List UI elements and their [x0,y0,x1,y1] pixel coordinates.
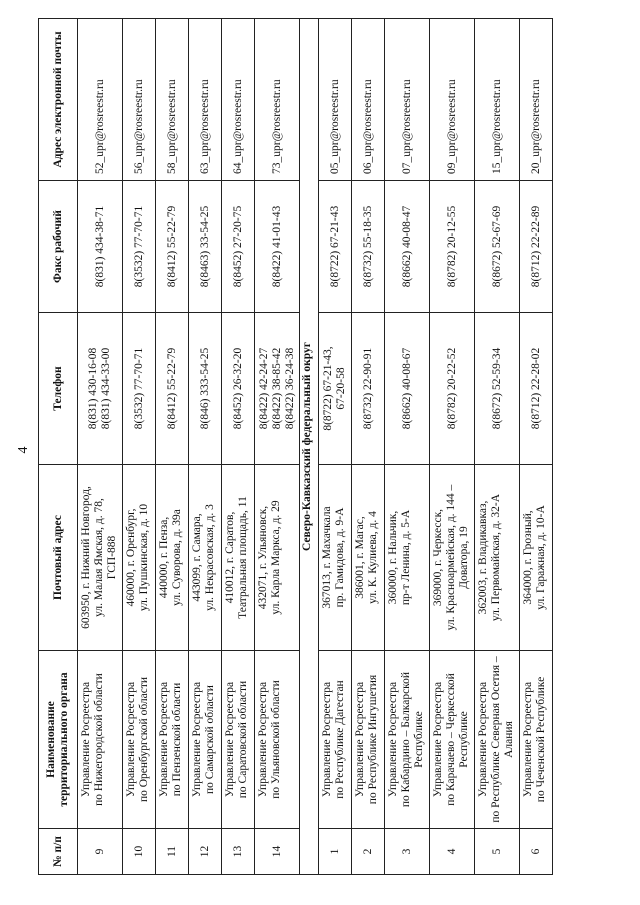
office-name-line: по Кабардино – Балкарской [400,671,412,808]
row-number: 4 [430,829,475,875]
office-name [189,651,222,829]
postal-address [319,465,352,651]
phone [475,313,520,465]
phone-line: 8(8412) 55-22-79 [165,347,178,430]
office-name [78,651,123,829]
phone-line: 8(8452) 26-32-20 [231,347,244,430]
phone [123,313,156,465]
office-name-line: Управление Росреестра [354,681,366,798]
postal-address [189,465,222,651]
phone-line: 8(8712) 22-28-02 [529,347,542,430]
page-number: 4 [16,446,31,454]
table-row [156,19,189,875]
postal-address-line: ГСП-888 [106,535,118,580]
office-name-line: по Оренбургской области [138,676,150,803]
header-phone: Телефон [39,313,78,465]
postal-address-line: ул. К. Кулиева, д. 4 [367,511,379,604]
email-link[interactable]: 73_upr@rosreestr.ru [255,19,300,181]
postal-address-line: Театральная площадь, 11 [237,496,249,619]
phone [352,313,385,465]
phone-line: 8(8662) 40-08-67 [400,347,413,430]
phone-line: 8(8722) 67-21-43, [322,346,334,431]
email-link[interactable]: 05_upr@rosreestr.ru [319,19,352,181]
office-name-line: по Чеченской Республике [535,676,547,803]
email-link[interactable]: 64_upr@rosreestr.ru [222,19,255,181]
office-name-line: по Самарской области [204,685,216,794]
section-title: Северо-Кавказский федеральный округ [300,19,319,875]
table-row [385,19,430,875]
postal-address-line: 364000, г. Грозный, [522,510,534,605]
table-row [222,19,255,875]
phone-line: 8(3532) 77-70-71 [132,347,145,430]
office-name-line: по Нижегородской области [93,673,105,806]
table-row [78,19,123,875]
office-name-line: Алания [503,721,515,758]
email-link[interactable]: 09_upr@rosreestr.ru [430,19,475,181]
fax: 8(8422) 41-01-43 [255,181,300,313]
postal-address [475,465,520,651]
row-number: 9 [78,829,123,875]
postal-address-line: 367013, г. Махачкала [321,506,333,609]
postal-address-line: 360000, г. Нальчик, [387,510,399,605]
postal-address-line: ул. Гаражная, д. 10-А [535,505,547,610]
postal-address-line: ул. Пушкинская, д. 10 [138,503,150,612]
fax: 8(8452) 27-20-75 [222,181,255,313]
office-name [222,651,255,829]
postal-address-line: 386001, г. Магас, [354,516,366,599]
section-row [300,19,319,875]
phone-line: 8(8422) 38-85-42 [270,347,283,430]
office-name-line: Управление Росреестра [257,681,269,798]
postal-address-line: 369000, г. Черкесск, [432,508,444,607]
phone-line: 67-20-58 [335,367,347,410]
postal-address [352,465,385,651]
postal-address-line: ул. Суворова, д. 39а [171,509,183,606]
email-link[interactable]: 52_upr@rosreestr.ru [78,19,123,181]
row-number: 2 [352,829,385,875]
fax: 8(8662) 40-08-47 [385,181,430,313]
office-name-line: по Республике Северная Осетия – [490,656,502,823]
fax: 8(8712) 22-22-89 [520,181,553,313]
postal-address [123,465,156,651]
fax: 8(831) 434-38-71 [78,181,123,313]
postal-address-line: ул. Карла Маркса, д. 29 [270,500,282,615]
email-link[interactable]: 56_upr@rosreestr.ru [123,19,156,181]
office-name [156,651,189,829]
phone-line: 8(846) 333-54-25 [198,347,211,430]
office-name [255,651,300,829]
office-name-line: Управление Росреестра [522,681,534,798]
postal-address-line: пр. Гамидова, д. 9-А [334,507,346,608]
office-name-line: Управление Росреестра [125,681,137,798]
phone [520,313,553,465]
phone [222,313,255,465]
office-name-line: по Карачаево – Черкесской [445,673,457,806]
phone [255,313,300,465]
office-name-line: Управление Росреестра [321,681,333,798]
phone-line: 8(8422) 36-24-38 [283,347,296,430]
row-number: 14 [255,829,300,875]
fax: 8(8672) 52-67-69 [475,181,520,313]
row-number: 5 [475,829,520,875]
office-name-line: по Пензенской области [171,682,183,797]
office-name-line: Республике [458,711,470,768]
phone [156,313,189,465]
office-name [319,651,352,829]
postal-address-line: ул. Первомайская, д. 32-А [490,493,502,622]
phone-line: 8(831) 434-33-00 [100,347,112,430]
postal-address [222,465,255,651]
phone-line: 8(831) 430-16-08 [87,347,99,430]
row-number: 3 [385,829,430,875]
table-row [123,19,156,875]
fax: 8(8722) 67-21-43 [319,181,352,313]
office-name-line: по Республике Дагестан [334,680,346,799]
fax: 8(3532) 77-70-71 [123,181,156,313]
postal-address [430,465,475,651]
fax: 8(8732) 55-18-35 [352,181,385,313]
row-number: 12 [189,829,222,875]
office-name [430,651,475,829]
postal-address-line: 362003, г. Владикавказ, [477,500,489,615]
office-name [475,651,520,829]
header-email: Адрес электронной почты [39,19,78,181]
postal-address-line: ул. Малая Ямская, д. 78, [93,498,105,617]
offices-table [38,18,553,875]
postal-address-line: 460000, г. Оренбург, [125,508,137,607]
table-row [475,19,520,875]
office-name [352,651,385,829]
header-address: Почтовый адрес [39,465,78,651]
email-link[interactable]: 58_upr@rosreestr.ru [156,19,189,181]
office-name [385,651,430,829]
office-name-line: Управление Росреестра [432,681,444,798]
office-name-line: Республике [413,711,425,768]
postal-address-line: 440000, г. Пенза, [158,516,170,599]
table-row [520,19,553,875]
header-fax: Факс рабочий [39,181,78,313]
phone [430,313,475,465]
postal-address-line: пр-т Ленина, д. 5-А [400,509,412,606]
row-number: 6 [520,829,553,875]
office-name-line: Управление Росреестра [477,681,489,798]
office-name-line: Управление Росреестра [224,681,236,798]
postal-address [156,465,189,651]
email-link[interactable]: 20_upr@rosreestr.ru [520,19,553,181]
office-name-line: по Ульяновской области [270,680,282,799]
postal-address-line: Доватора, 19 [458,526,470,589]
email-link[interactable]: 06_upr@rosreestr.ru [352,19,385,181]
table-row [430,19,475,875]
phone-line: 8(8672) 52-59-34 [490,347,503,430]
postal-address [255,465,300,651]
postal-address-line: 443099, г. Самара, [191,513,203,602]
row-number: 1 [319,829,352,875]
header-number: № п/п [39,829,78,875]
postal-address [520,465,553,651]
postal-address [78,465,123,651]
office-name-line: по Республике Ингушетия [367,674,379,805]
email-link[interactable]: 63_upr@rosreestr.ru [189,19,222,181]
office-name-line: Управление Росреестра [158,681,170,798]
email-link[interactable]: 07_upr@rosreestr.ru [385,19,430,181]
postal-address-line: ул. Некрасовская, д. 3 [204,504,216,611]
table-row [189,19,222,875]
fax: 8(8782) 20-12-55 [430,181,475,313]
email-link[interactable]: 15_upr@rosreestr.ru [475,19,520,181]
table-row [352,19,385,875]
row-number: 13 [222,829,255,875]
postal-address-line: 432071, г. Ульяновск, [257,505,269,610]
office-name-line: Управление Росреестра [191,681,203,798]
table-row [255,19,300,875]
phone-line: 8(8782) 20-22-52 [445,347,458,430]
office-name [520,651,553,829]
phone [78,313,123,465]
fax: 8(8412) 55-22-79 [156,181,189,313]
postal-address [385,465,430,651]
phone-line: 8(8732) 22-90-91 [361,347,374,430]
postal-address-line: 603950, г. Нижний Новгород, [80,486,92,629]
office-name-line: Управление Росреестра [387,681,399,798]
table-row [319,19,352,875]
office-name-line: по Саратовской области [237,680,249,799]
postal-address-line: 410012, г. Саратов, [224,511,236,604]
header-name: Наименование территориального органа [39,651,78,829]
postal-address-line: ул. Красноармейская, д. 144 – [445,484,457,631]
office-name-line: Управление Росреестра [80,681,92,798]
table-header-row [39,19,78,875]
phone [319,313,352,465]
row-number: 10 [123,829,156,875]
phone [189,313,222,465]
phone [385,313,430,465]
row-number: 11 [156,829,189,875]
fax: 8(8463) 33-54-25 [189,181,222,313]
office-name [123,651,156,829]
phone-line: 8(8422) 42-24-27 [257,347,270,430]
